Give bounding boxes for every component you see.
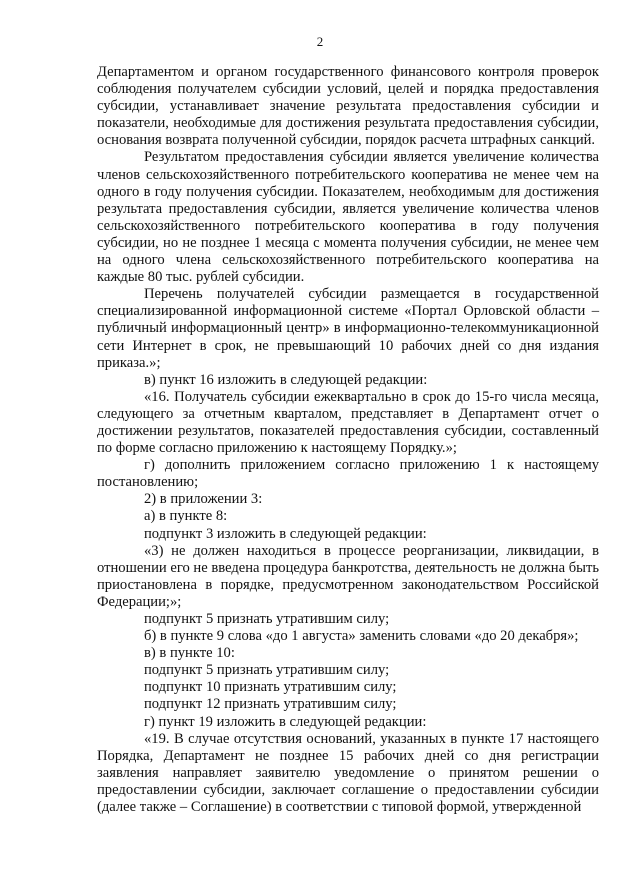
document-body: [97, 64, 599, 816]
page-number: 2: [316, 34, 324, 49]
paragraph: Департаментом и органом государственного финансового контроля проверок соблюдения получателем субсидии условий, целей и порядка предоставления субсидии, устанавливает значение результата предоставления субсидии и показатели, необходимые для достижения результата предоставления субсидии, основания возврата полученной субсидии, порядок расчета штрафных санкций.: [97, 64, 599, 149]
paragraph: «19. В случае отсутствия оснований, указанных в пункте 17 настоящего Порядка, Департамент не позднее 15 рабочих дней со дня регистрации заявления направляет заявителю уведомление о принятом решении о предоставлении субсидии, заключает соглашение о предоставлении субсидии (далее также – Соглашение) в соответствии с типовой формой, утвержденной: [97, 730, 599, 816]
paragraph: «3) не должен находиться в процессе реорганизации, ликвидации, в отношении его не введена процедура банкротства, деятельность не должна быть приостановлена в порядке, предусмотренном законодательством Российской Федерации;»;: [97, 542, 599, 610]
paragraph: подпункт 5 признать утратившим силу;: [144, 611, 390, 627]
paragraph: «16. Получатель субсидии ежеквартально в срок до 15-го числа месяца, следующего за отчетным кварталом, представляет в Департамент отчет о достижении результатов, показателей предоставления субсидии, составленный по форме согласно приложению к настоящему Порядку.»;: [97, 388, 599, 457]
paragraph: подпункт 10 признать утратившим силу;: [144, 679, 397, 696]
paragraph: а) в пункте 8:: [144, 508, 228, 525]
paragraph: подпункт 3 изложить в следующей редакции:: [144, 525, 427, 542]
paragraph: г) пункт 19 изложить в следующей редакции:: [144, 713, 427, 730]
paragraph: Результатом предоставления субсидии является увеличение количества членов сельскохозяйственного потребительского кооператива не менее чем на одного в году получения субсидии. Показателем, необходимым для достижения результата предоставления субсидии, является увеличение количества членов сельскохозяйственного потребительского кооператива в году получения субсидии, но не позднее 1 месяца с момента получения субсидии, не менее чем на одного члена сельскохозяйственного потребительского кооператива на каждые 80 тыс. рублей субсидии.: [97, 149, 599, 286]
paragraph: подпункт 12 признать утратившим силу;: [144, 696, 397, 713]
paragraph: в) пункт 16 изложить в следующей редакции:: [144, 371, 428, 388]
paragraph: Перечень получателей субсидии размещается в государственной специализированной информационной системе «Портал Орловской области – публичный информационный центр» в информационно-телекоммуникационной сети Интернет в срок, не превышающий 10 рабочих дней со дня издания приказа.»;: [97, 286, 599, 371]
paragraph: 2) в приложении 3:: [144, 491, 263, 508]
paragraph: г) дополнить приложением согласно приложению 1 к настоящему постановлению;: [97, 457, 599, 491]
paragraph: подпункт 5 признать утратившим силу;: [144, 662, 390, 679]
paragraph: б) в пункте 9 слова «до 1 августа» заменить словами «до 20 декабря»;: [144, 628, 579, 645]
paragraph: в) в пункте 10:: [144, 645, 235, 662]
